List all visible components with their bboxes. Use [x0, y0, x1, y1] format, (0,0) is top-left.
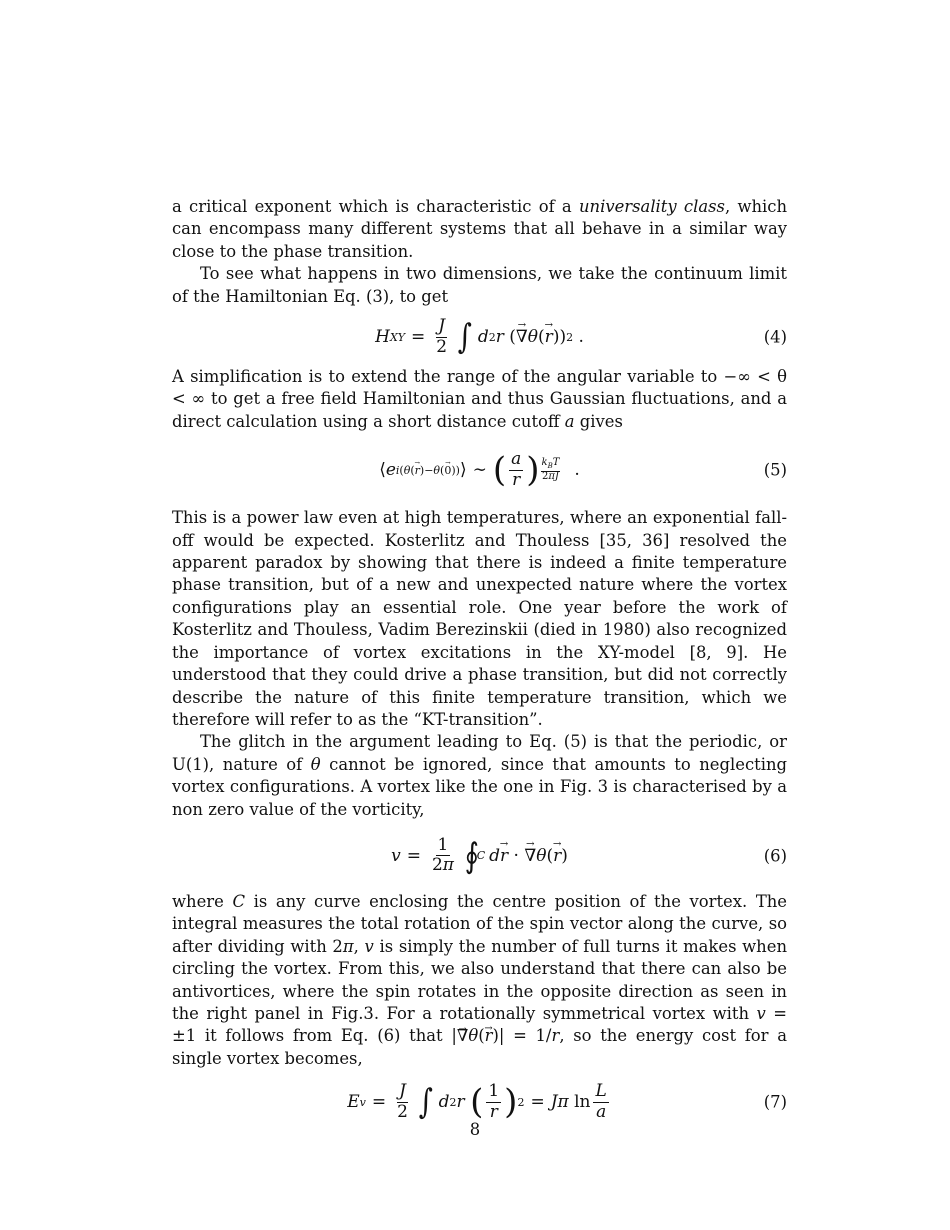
equation-7-number: (7) — [763, 1092, 787, 1112]
paragraph-5 — [172, 731, 787, 821]
text-run: , — [353, 936, 365, 956]
page-body — [172, 196, 787, 1134]
paragraph-2: To see what happens in two dimensions, we take the continuum limit of the Hamiltonian Eq. (3), to get — [172, 264, 787, 306]
equation-6: v = $\frac{1}{2\pi}$ ∮ C d r → · ∇ → θ ( r → ) (6) — [172, 821, 787, 891]
equation-5: ⟨ e i(θ(r →)−θ(0 →)) ⟩ ∼ ( $\frac{a}{r}$ ) $\frac{k_BT}{2\pi J}$ . (5) — [172, 433, 787, 507]
text-run: is any curve enclosing the centre position of the vortex. The integral measures the total rotation of the spin vector along the curve, so after dividing with 2 — [172, 891, 788, 956]
text-run: | = 1/ — [498, 1026, 552, 1046]
equation-4: H XY = $\frac{J}{2}$ ∫ d 2 r ( ∇ → θ ( r → )) 2 . (4) — [172, 308, 787, 366]
paragraph-4: This is a power law even at high temperatures, where an exponential fall-off would be expected. Kosterlitz and Thouless [35, 36] resolved the apparent paradox by showing that there is indeed a finite temperature phase transition, but of a new and unexpected nature where the vortex configurations play an essential role. One year before the work of Kosterlitz and Thouless, Vadim Berezinskii (died in 1980) also recognized the importance of vortex excitations in the XY-model [8, 9]. He understood that they could drive a phase transition, but did not correctly describe the nature of this finite temperature transition, which we therefore will refer to as the “KT-transition”. — [172, 508, 787, 729]
paragraph-6: where C is any curve enclosing the centre position of the vortex. The integral measures the total rotation of the spin vector along the curve, so after dividing with 2π, v is simply the number of full turns it makes when circling the vortex. From this, we also understand that there can also be antivortices, where the spin rotates in the opposite direction as seen in the right panel in Fig.3. For a rotationally symmetrical vortex with v = ±1 it follows from Eq. (6) that |∇ →θ(r →)| = 1/r, so the energy cost for a single vortex becomes, — [172, 891, 787, 1070]
variable-C: C — [232, 891, 245, 911]
equation-5-number: (5) — [763, 460, 787, 480]
variable-a: a — [564, 411, 575, 431]
text-run: The glitch in the argument leading to Eq. (5) is that the periodic, or U(1), nature of — [172, 732, 787, 774]
text-run: , which can encompass many different systems that all behave in a similar way close to the phase transition. — [172, 197, 788, 261]
variable-theta: θ — [310, 754, 321, 774]
text-run: is simply the number of full turns it makes when circling the vortex. From this, we also understand that there can also be antivortices, where the spin rotates in the opposite direction as seen in the right panel in Fig.3. For a rotationally symmetrical vortex with — [172, 936, 787, 1023]
variable-r: r — [551, 1026, 560, 1046]
text-run: where — [172, 891, 233, 911]
page-number: 8 — [469, 1120, 481, 1139]
equation-7: E v = $\frac{J}{2}$ ∫ d 2 r ( $\frac{1}{r}$ ) 2 = Jπ ln $\frac{L}{a}$ (7) — [347, 1080, 787, 1123]
text-run: gives — [574, 411, 623, 431]
text-run: a critical exponent which is characteristic of a — [172, 197, 579, 216]
variable-v: v — [364, 936, 374, 956]
text-run: A simplification is to extend the range of the angular variable to −∞ < θ < ∞ to get a free field Hamiltonian and thus Gaussian fluctuations, and a direct calculation using a short distance cutoff — [172, 367, 787, 431]
equation-4-number: (4) — [763, 327, 787, 347]
variable-pi: π — [342, 936, 354, 956]
text-run: , so the energy cost for a single vortex becomes, — [172, 1026, 787, 1068]
text-run: cannot be ignored, since that amounts to neglecting vortex configurations. A vortex like the one in Fig. 3 is characterised by a non zero value of the vorticity, — [172, 754, 787, 819]
paragraph-1 — [172, 196, 787, 263]
variable-v: v — [756, 1003, 766, 1023]
text-run: = ±1 it follows from Eq. (6) that | — [172, 1003, 787, 1046]
paragraph-3 — [172, 366, 787, 433]
emphasis-universality-class: universality class — [578, 197, 725, 216]
equation-6-number: (6) — [763, 846, 787, 866]
